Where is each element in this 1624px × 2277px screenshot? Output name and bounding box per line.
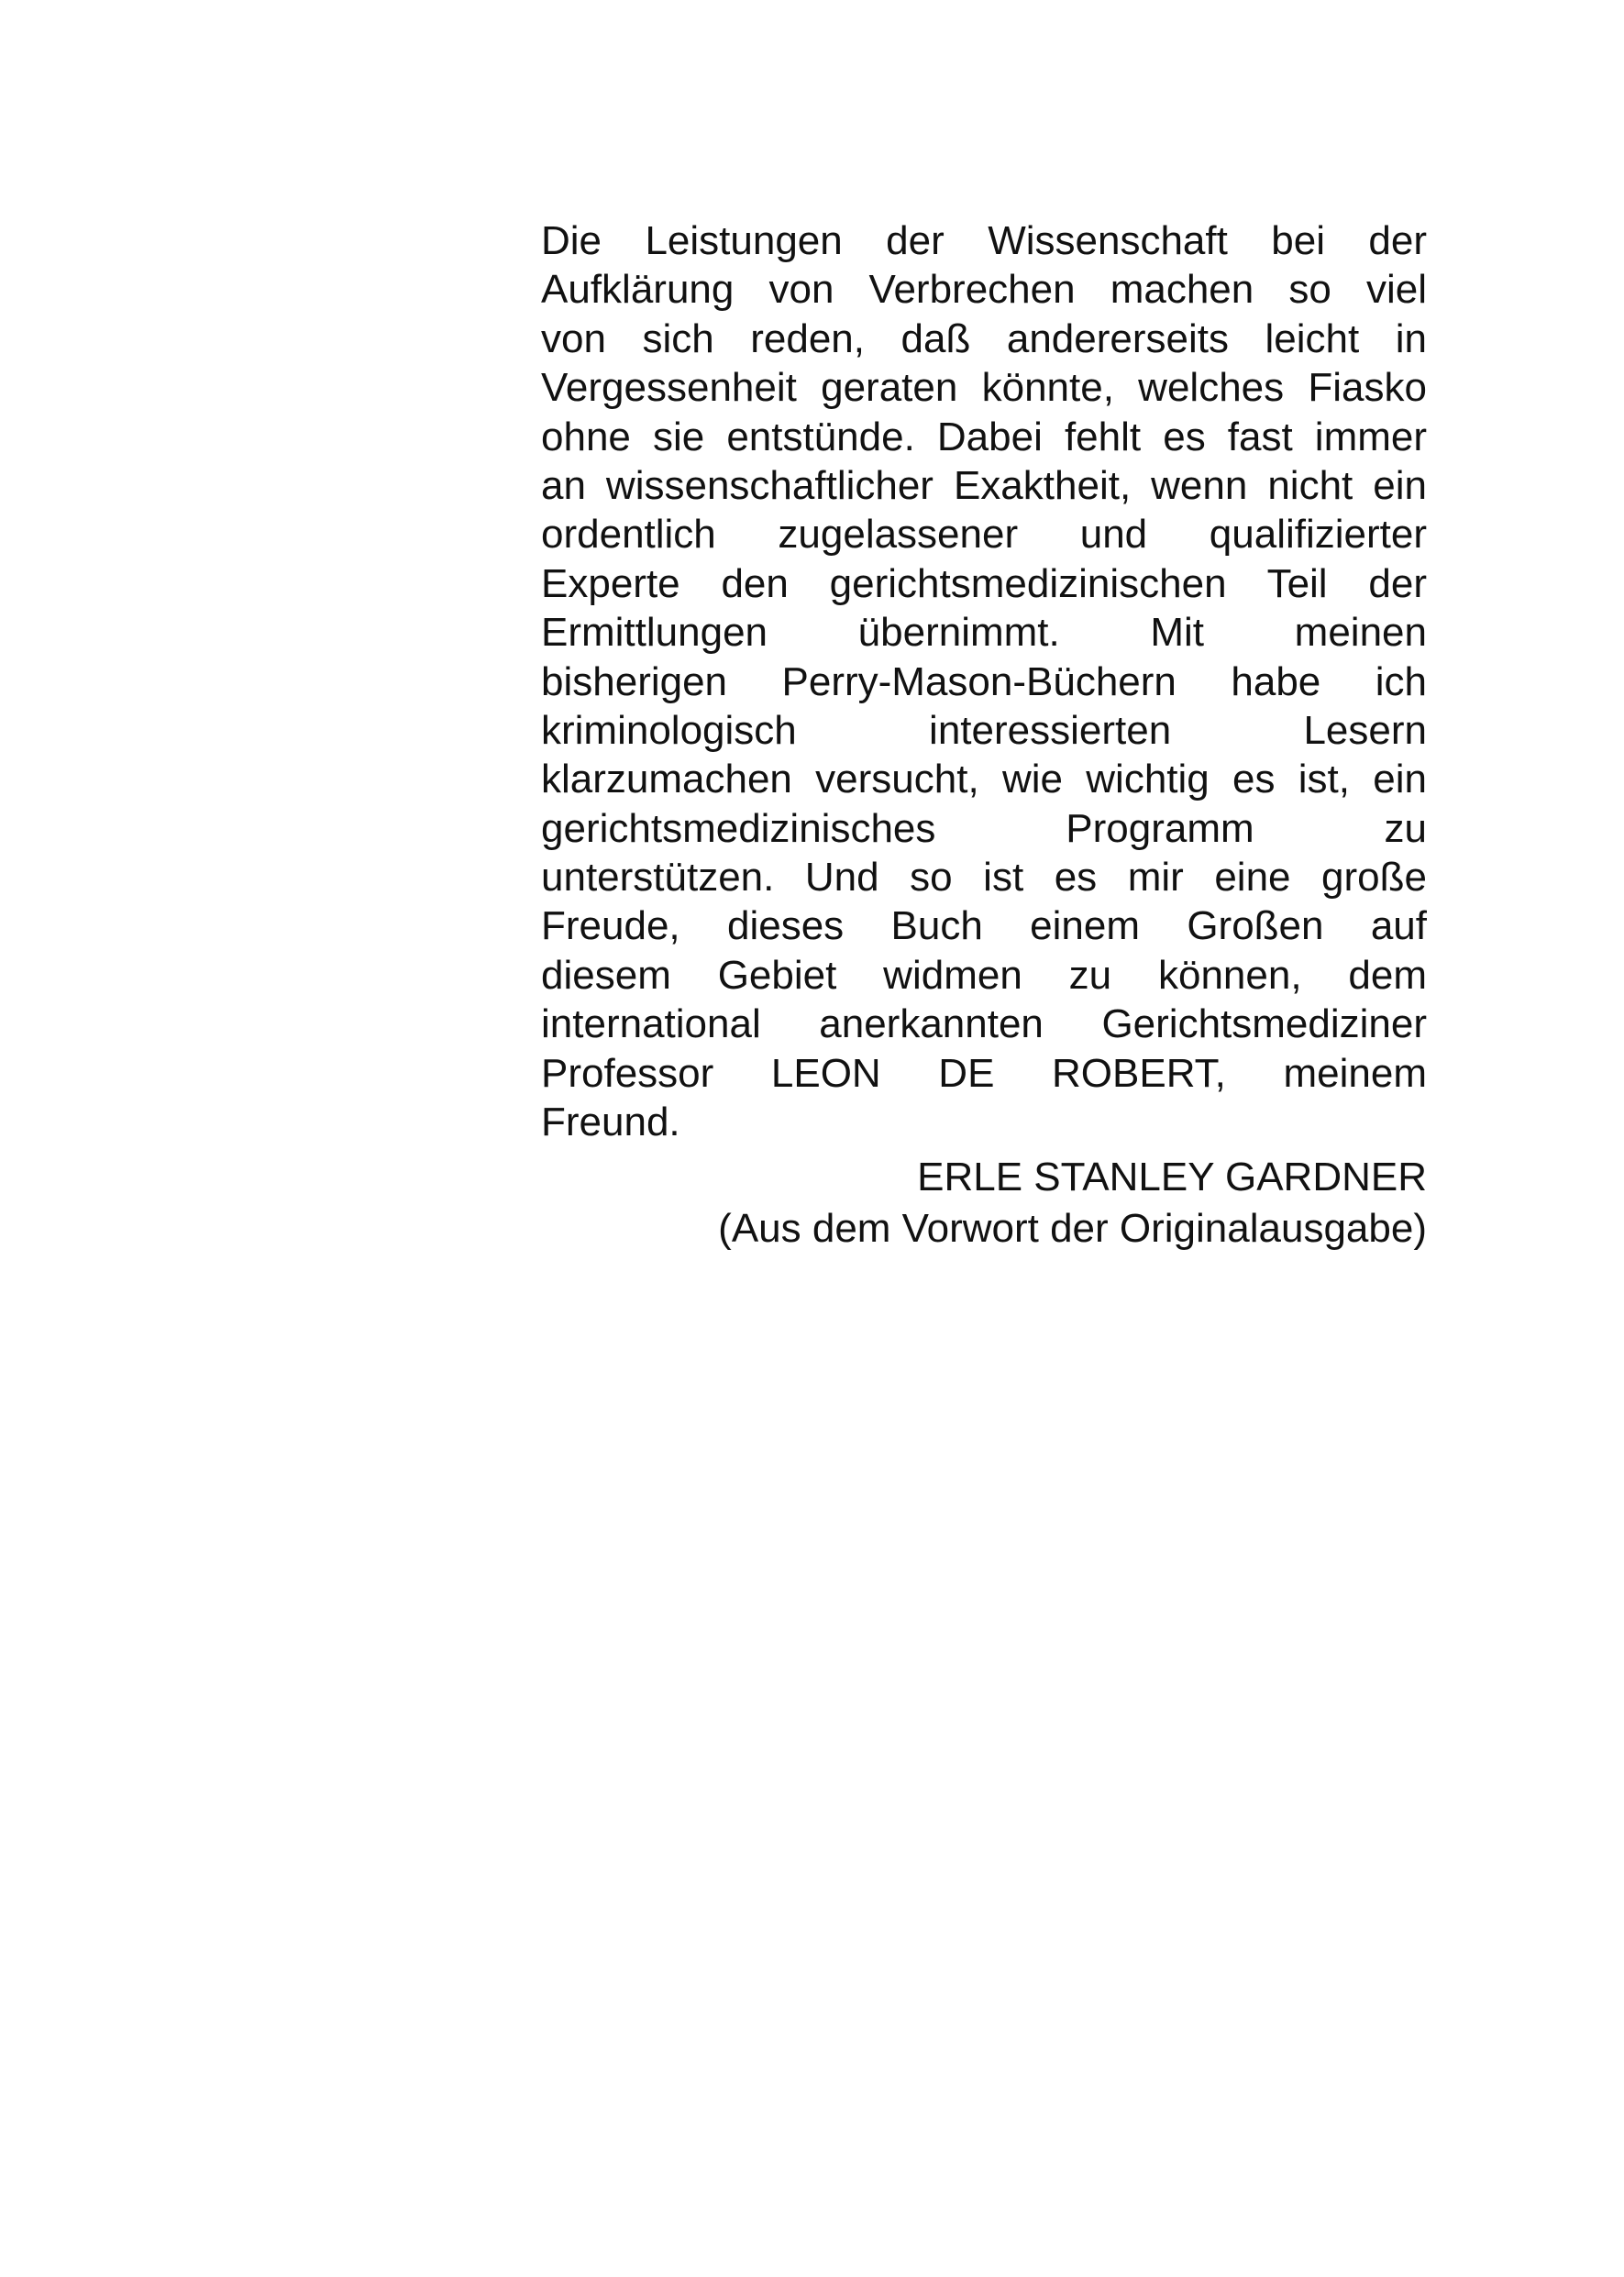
text-line: Freude, dieses Buch einem Großen auf — [541, 903, 1427, 949]
text-line: Experte den gerichtsmedizinischen Teil der — [541, 560, 1427, 606]
text-line: bisherigen Perry-Mason-Büchern habe ich — [541, 658, 1427, 704]
text-line: klarzumachen versucht, wie wichtig es ist, ein — [541, 757, 1427, 802]
text-line: von sich reden, daß andererseits leicht in — [541, 315, 1427, 361]
text-line: Freund. — [541, 1100, 680, 1145]
text-line: Die Leistungen der Wissenschaft bei der — [541, 218, 1427, 263]
source-note: (Aus dem Vorwort der Originalausgabe) — [718, 1206, 1427, 1252]
text-line: an wissenschaftlicher Exaktheit, wenn nicht ein — [541, 462, 1427, 508]
text-line: ohne sie entstünde. Dabei fehlt es fast immer — [541, 414, 1427, 459]
author-signature: ERLE STANLEY GARDNER — [917, 1155, 1427, 1200]
text-line: gerichtsmedizinisches Programm zu — [541, 805, 1427, 851]
text-line: diesem Gebiet widmen zu können, dem — [541, 952, 1427, 998]
text-line: Ermittlungen übernimmt. Mit meinen — [541, 610, 1427, 656]
text-line: unterstützen. Und so ist es mir eine große — [541, 855, 1427, 901]
text-line: Professor LEON DE ROBERT, meinem — [541, 1050, 1427, 1096]
text-line: kriminologisch interessierten Lesern — [541, 707, 1427, 753]
dedication-text — [541, 216, 1427, 1255]
text-line: Vergessenheit geraten könnte, welches Fiasko — [541, 365, 1427, 411]
text-line: Aufklärung von Verbrechen machen so viel — [541, 267, 1427, 313]
text-line: international anerkannten Gerichtsmediziner — [541, 1001, 1427, 1047]
text-line: ordentlich zugelassener und qualifizierter — [541, 512, 1427, 558]
